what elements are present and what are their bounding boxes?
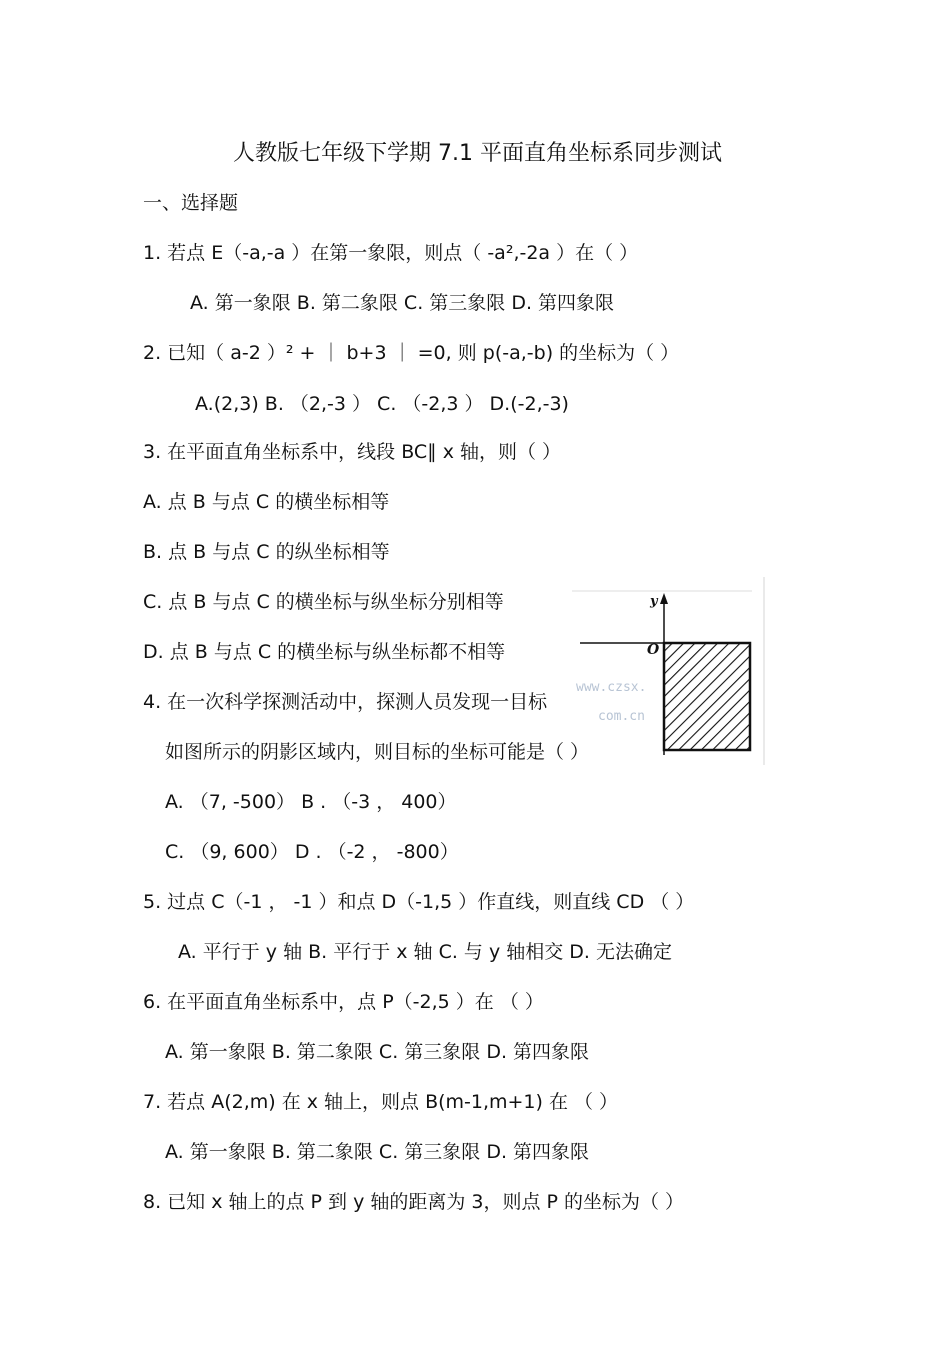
question-3-option-b: B. 点 B 与点 C 的纵坐标相等 — [143, 541, 390, 563]
question-2: 2. 已知（ a-2 ）² + ｜ b+3 ｜ =0, 则 p(-a,-b) 的坐标为（ ） — [143, 342, 680, 364]
question-4-options-ab: A. （7, -500） B . （-3 ， 400） — [165, 791, 457, 813]
watermark-line-1: www.czsx. — [576, 680, 647, 695]
question-3-option-a: A. 点 B 与点 C 的横坐标相等 — [143, 491, 390, 513]
question-2-options: A.(2,3) B. （2,-3 ） C. （-2,3 ） D.(-2,-3) — [195, 393, 569, 415]
quadrant-diagram — [568, 577, 768, 767]
coordinate-figure — [568, 577, 768, 767]
question-4: 4. 在一次科学探测活动中，探测人员发现一目标 — [143, 691, 548, 713]
question-6-options: A. 第一象限 B. 第二象限 C. 第三象限 D. 第四象限 — [165, 1041, 590, 1063]
question-5-options: A. 平行于 y 轴 B. 平行于 x 轴 C. 与 y 轴相交 D. 无法确定 — [178, 941, 673, 963]
question-3: 3. 在平面直角坐标系中，线段 BC∥ x 轴，则（ ） — [143, 441, 562, 463]
origin-label: O — [647, 642, 660, 658]
y-axis-arrow-icon — [660, 593, 668, 604]
question-3-option-c: C. 点 B 与点 C 的横坐标与纵坐标分别相等 — [143, 591, 504, 613]
watermark-line-2: com.cn — [598, 709, 645, 724]
question-4-options-cd: C. （9, 600） D . （-2 ， -800） — [165, 841, 459, 863]
question-5: 5. 过点 C（-1 ， -1 ）和点 D（-1,5 ）作直线，则直线 CD （ ） — [143, 891, 695, 913]
question-7-options: A. 第一象限 B. 第二象限 C. 第三象限 D. 第四象限 — [165, 1141, 590, 1163]
y-axis-label: y — [650, 594, 658, 609]
question-1: 1. 若点 E（-a,-a ）在第一象限，则点（ -a²,-2a ）在（ ） — [143, 242, 639, 264]
question-6: 6. 在平面直角坐标系中，点 P（-2,5 ）在 （ ） — [143, 991, 544, 1013]
question-1-options: A. 第一象限 B. 第二象限 C. 第三象限 D. 第四象限 — [190, 292, 615, 314]
shaded-region — [664, 643, 750, 750]
question-8: 8. 已知 x 轴上的点 P 到 y 轴的距离为 3，则点 P 的坐标为（ ） — [143, 1191, 685, 1213]
page-title: 人教版七年级下学期 7.1 平面直角坐标系同步测试 — [233, 141, 722, 166]
question-7: 7. 若点 A(2,m) 在 x 轴上，则点 B(m-1,m+1) 在 （ ） — [143, 1091, 619, 1113]
question-3-option-d: D. 点 B 与点 C 的横坐标与纵坐标都不相等 — [143, 641, 506, 663]
question-4-continued: 如图所示的阴影区域内，则目标的坐标可能是（ ） — [165, 741, 590, 763]
section-heading: 一、选择题 — [143, 192, 239, 214]
